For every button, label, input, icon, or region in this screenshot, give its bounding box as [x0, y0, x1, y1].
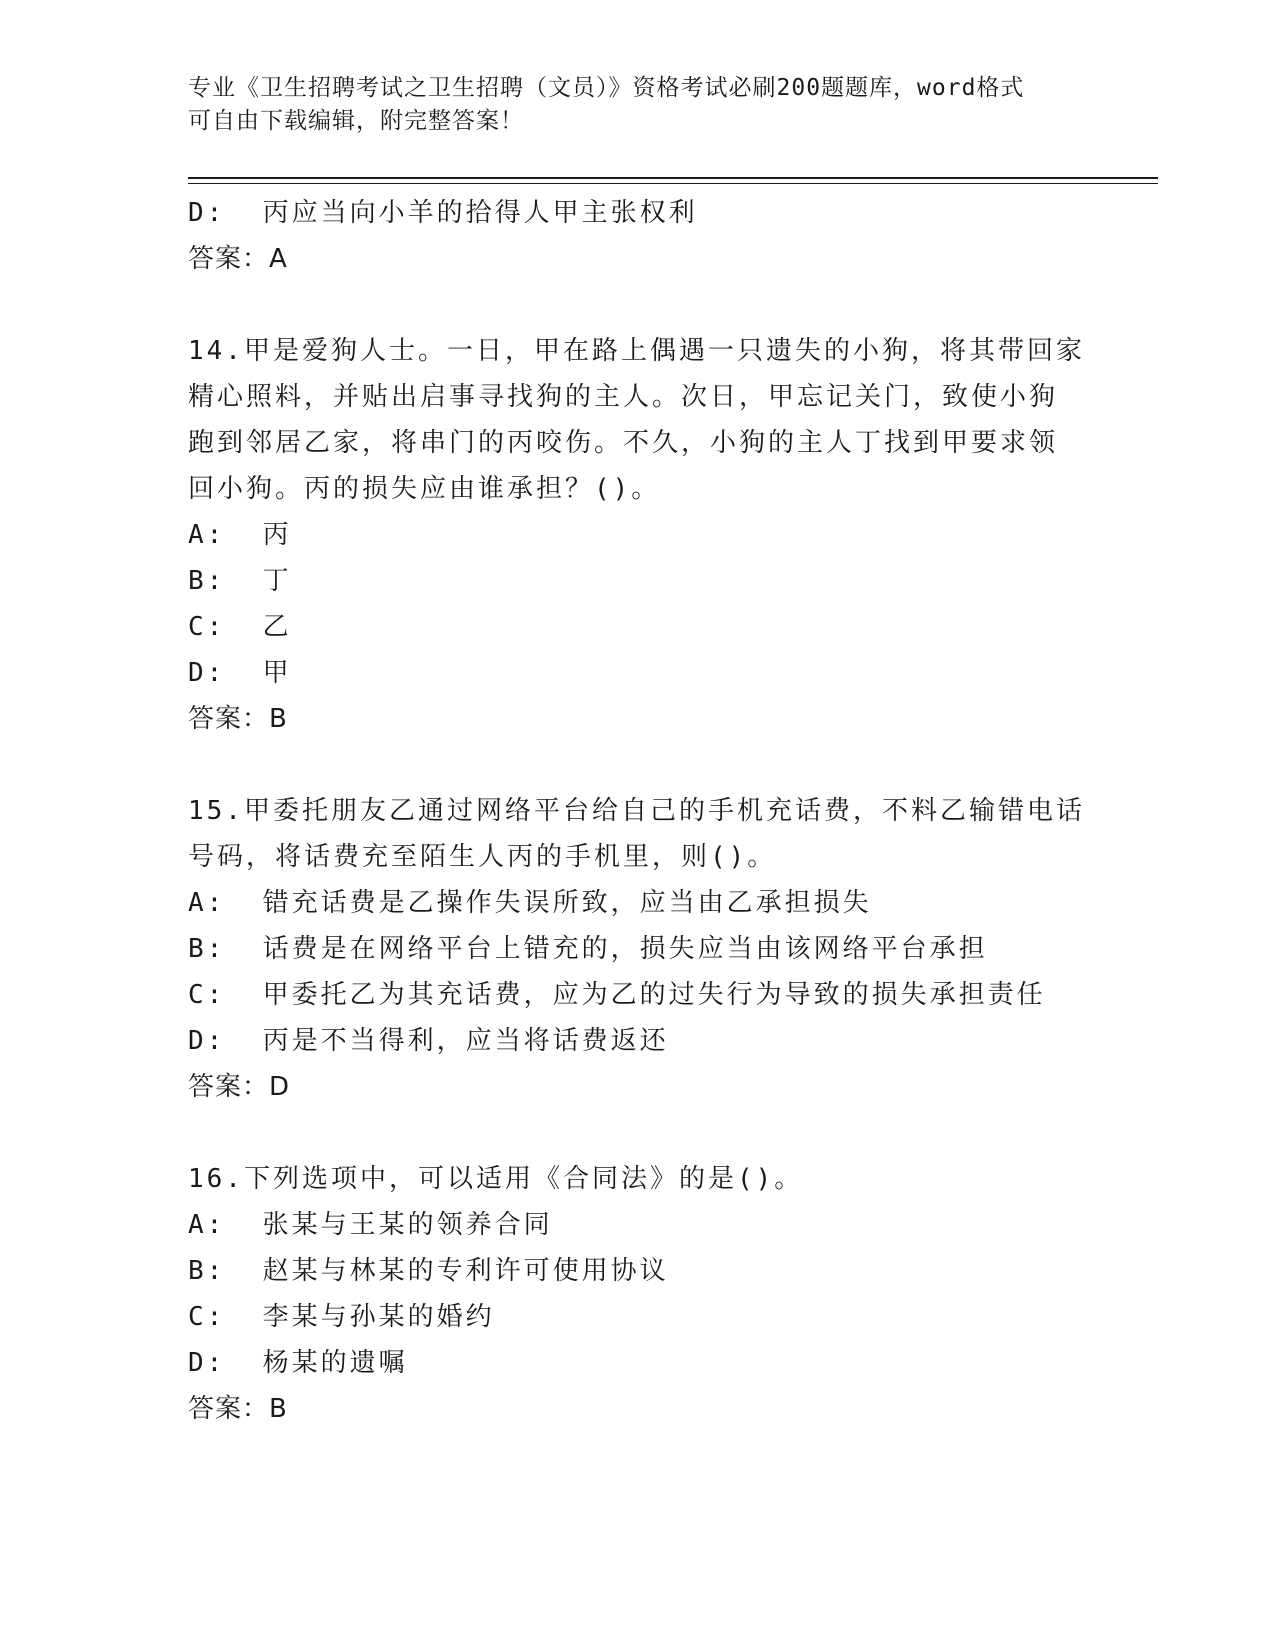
option-d: D: 丙是不当得利，应当将话费返还 [188, 1026, 669, 1056]
option-b: B: 丁 [188, 566, 292, 596]
answer-line: 答案：B [188, 704, 288, 734]
question-content [188, 190, 1088, 1432]
spacer [188, 742, 1088, 788]
spacer [188, 282, 1088, 328]
page-header [188, 72, 1088, 138]
answer-line: 答案：A [188, 244, 288, 274]
option-b: B: 赵某与林某的专利许可使用协议 [188, 1256, 669, 1286]
option-d: D: 甲 [188, 658, 292, 688]
spacer [188, 1110, 1088, 1156]
question-16 [188, 1156, 1088, 1432]
question-stem-line: 跑到邻居乙家，将串门的丙咬伤。不久，小狗的主人丁找到甲要求领 [188, 428, 1059, 458]
header-line-2: 可自由下载编辑，附完整答案！ [188, 108, 524, 134]
question-stem-line: 14.甲是爱狗人士。一日，甲在路上偶遇一只遗失的小狗，将其带回家 [188, 336, 1085, 366]
option-b: B: 话费是在网络平台上错充的，损失应当由该网络平台承担 [188, 934, 988, 964]
option-a: A: 错充话费是乙操作失误所致，应当由乙承担损失 [188, 888, 872, 918]
header-line-1: 专业《卫生招聘考试之卫生招聘（文员）》资格考试必刷200题题库，word格式 [188, 75, 1025, 101]
question-stem-line: 精心照料，并贴出启事寻找狗的主人。次日，甲忘记关门，致使小狗 [188, 382, 1059, 412]
option-c: C: 李某与孙某的婚约 [188, 1302, 495, 1332]
question-14 [188, 328, 1088, 742]
option-d: D: 丙应当向小羊的拾得人甲主张权利 [188, 198, 698, 228]
question-13-tail [188, 190, 1088, 282]
answer-line: 答案：D [188, 1072, 291, 1102]
option-c: C: 甲委托乙为其充话费，应为乙的过失行为导致的损失承担责任 [188, 980, 1046, 1010]
option-a: A: 张某与王某的领养合同 [188, 1210, 553, 1240]
header-divider-thick [188, 177, 1158, 179]
question-stem-line: 回小狗。丙的损失应由谁承担？()。 [188, 474, 661, 504]
option-d: D: 杨某的遗嘱 [188, 1348, 408, 1378]
header-divider-thin [188, 183, 1158, 184]
question-15 [188, 788, 1088, 1110]
question-stem-line: 号码，将话费充至陌生人丙的手机里，则()。 [188, 842, 777, 872]
answer-line: 答案：B [188, 1394, 288, 1424]
question-stem-line: 16.下列选项中，可以适用《合同法》的是()。 [188, 1164, 804, 1194]
question-stem-line: 15.甲委托朋友乙通过网络平台给自己的手机充话费，不料乙输错电话 [188, 796, 1085, 826]
option-c: C: 乙 [188, 612, 292, 642]
option-a: A: 丙 [188, 520, 292, 550]
